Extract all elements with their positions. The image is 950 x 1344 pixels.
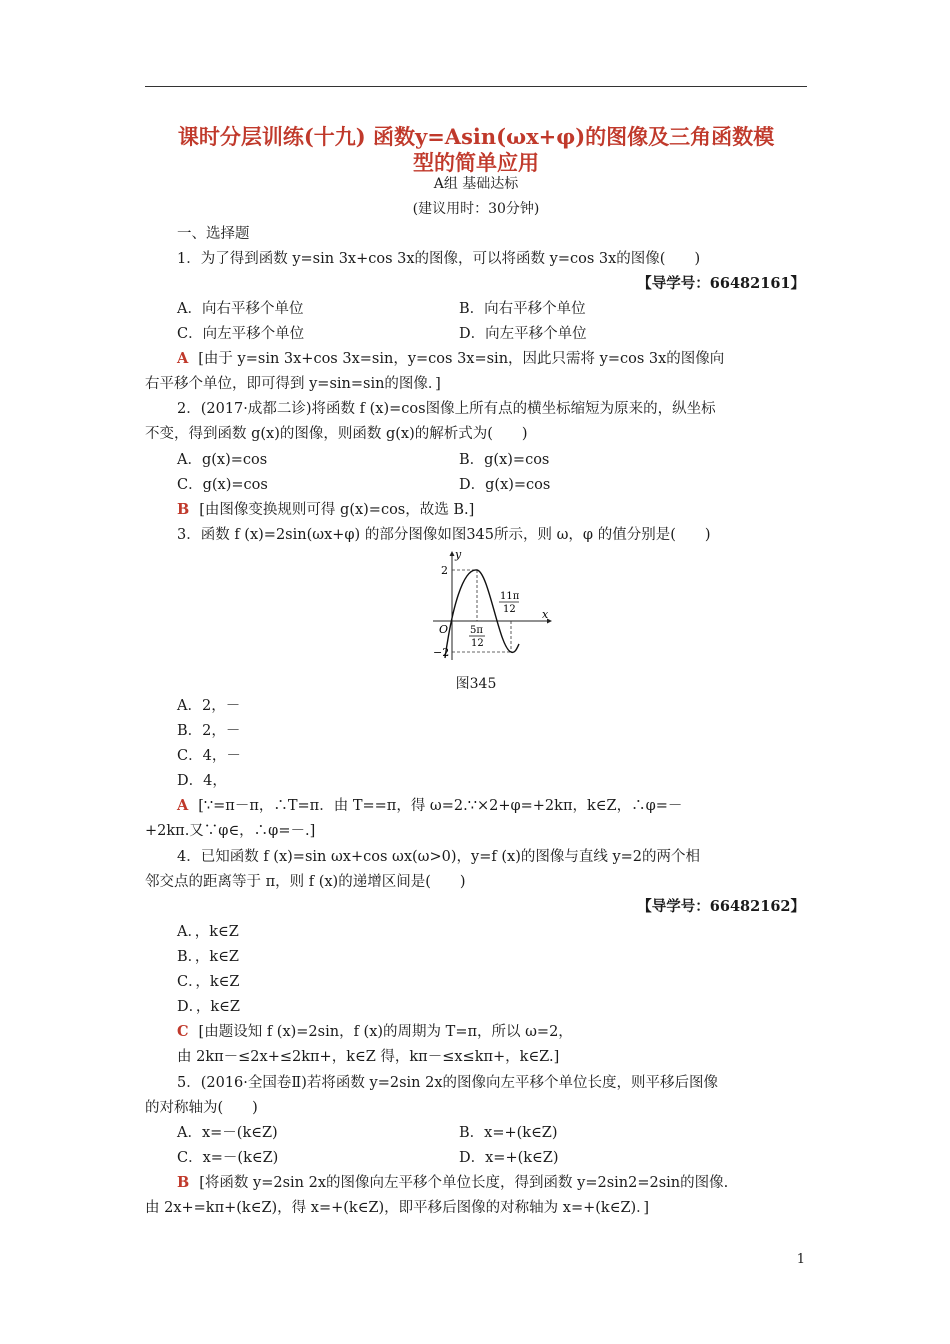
q3-stem: 3．函数 f (x)=2sin(ωx+φ) 的部分图像如图345所示，则 ω，φ 的值分别是( ) — [177, 527, 711, 543]
q2-answer-text1: [由图像变换规则可得 g(x)=cos，故选 B.] — [199, 502, 475, 518]
q4-option-b: B．，k∈Z — [177, 949, 240, 965]
q1-answer-letter: A — [177, 350, 189, 367]
q3-answer-letter: A — [177, 797, 189, 814]
q1-ref: 【导学号：66482161】 — [637, 275, 805, 292]
q1-option-a: A．向右平移个单位 — [177, 301, 304, 317]
q4-option-c: C．，k∈Z — [177, 974, 240, 990]
q3-figure-caption: 图345 — [455, 676, 497, 692]
tick1-numerator: 5π — [470, 625, 483, 636]
q1-option-b: B．向右平移个单位 — [459, 301, 586, 317]
page-title-line1: 课时分层训练(十九) 函数y=Asin(ωx+φ)的图像及三角函数模 — [177, 124, 775, 149]
y-axis-arrow — [450, 551, 455, 556]
q3-figure — [425, 548, 555, 666]
tick1-denominator: 12 — [471, 638, 484, 649]
y-axis-label: y — [455, 548, 462, 561]
q2-answer-letter: B — [177, 501, 190, 518]
q2-option-a: A．g(x)=cos — [177, 452, 268, 468]
q5-answer-text2: 由 2x+=kπ+(k∈Z)，得 x=+(k∈Z)，即平移后图像的对称轴为 x=+(k∈Z)．] — [145, 1200, 650, 1216]
q1-option-d: D．向左平移个单位 — [459, 326, 587, 342]
q4-answer-text2: 由 2kπ－≤2x+≤2kπ+，k∈Z 得，kπ－≤x≤kπ+，k∈Z.] — [177, 1049, 560, 1065]
q5-answer-text1: [将函数 y=2sin 2x的图像向左平移个单位长度，得到函数 y=2sin2=2sin的图像. — [199, 1175, 729, 1191]
q4-ref: 【导学号：66482162】 — [637, 898, 805, 915]
q5-option-c: C．x=－(k∈Z) — [177, 1150, 279, 1166]
y-min-label: −2 — [433, 646, 450, 659]
q5-stem2: 的对称轴为( ) — [145, 1100, 258, 1116]
q2-stem2: 不变，得到函数 g(x)的图像，则函数 g(x)的解析式为( ) — [145, 426, 528, 442]
q4-answer-text1: [由题设知 f (x)=2sin，f (x)的周期为 T=π，所以 ω=2， — [198, 1024, 573, 1040]
q3-graph — [425, 548, 555, 666]
q1-answer-text1: [由于 y=sin 3x+cos 3x=sin，y=cos 3x=sin，因此只需将 y=cos 3x的图像向 — [198, 351, 725, 367]
page-number: 1 — [796, 1252, 805, 1267]
q4-option-d: D．，k∈Z — [177, 999, 240, 1015]
q3-option-c: C．4，－ — [177, 748, 241, 764]
q5-option-a: A．x=－(k∈Z) — [177, 1125, 278, 1141]
q4-answer-letter: C — [177, 1023, 189, 1040]
x-axis-label: x — [542, 608, 549, 621]
q1-answer — [177, 349, 724, 369]
q4-option-a: A．，k∈Z — [177, 924, 239, 940]
q1-stem: 1．为了得到函数 y=sin 3x+cos 3x的图像，可以将函数 y=cos 3x的图像( ) — [177, 251, 701, 267]
q2-stem1: 2．(2017·成都二诊)将函数 f (x)=cos图像上所有点的横坐标缩短为原来的，纵坐标 — [177, 401, 716, 417]
q4-stem2: 邻交点的距离等于 π，则 f (x)的递增区间是( ) — [145, 874, 466, 890]
q1-answer-text2: 右平移个单位，即可得到 y=sin=sin的图像．] — [145, 376, 441, 392]
q2-option-c: C．g(x)=cos — [177, 477, 268, 493]
q5-stem1: 5．(2016·全国卷Ⅱ)若将函数 y=2sin 2x的图像向左平移个单位长度，则平移后图像 — [177, 1075, 719, 1091]
q5-answer-letter: B — [177, 1174, 190, 1191]
q1-option-c: C．向左平移个单位 — [177, 326, 305, 342]
q5-answer — [177, 1173, 728, 1193]
q3-option-b: B．2，－ — [177, 723, 241, 739]
q2-option-b: B．g(x)=cos — [459, 452, 550, 468]
q3-option-d: D．4， — [177, 773, 227, 789]
q3-answer-text2: +2kπ.又∵φ∈，∴φ=－.] — [145, 823, 316, 839]
q4-stem1: 4．已知函数 f (x)=sin ωx+cos ωx(ω>0)，y=f (x)的图像与直线 y=2的两个相 — [177, 849, 701, 865]
y-max-label: 2 — [441, 564, 448, 577]
q5-option-d: D．x=+(k∈Z) — [459, 1150, 559, 1166]
origin-label: O — [439, 623, 449, 636]
q4-answer — [177, 1022, 573, 1042]
tick2-denominator: 12 — [503, 604, 516, 615]
q3-answer-text1: [∵=π－π，∴T=π．由 T==π，得 ω=2.∵×2+φ=+2kπ，k∈Z，∴φ=－ — [198, 798, 683, 814]
q3-option-a: A．2，－ — [177, 698, 241, 714]
page-title-line2: 型的简单应用 — [413, 150, 539, 175]
section-heading: 一、选择题 — [177, 226, 250, 242]
group-label: A组 基础达标 — [433, 176, 519, 192]
time-suggestion: (建议用时：30分钟) — [412, 201, 540, 217]
tick2-numerator: 11π — [500, 591, 520, 602]
q3-answer — [177, 796, 682, 816]
q2-answer — [177, 500, 474, 520]
q2-option-d: D．g(x)=cos — [459, 477, 551, 493]
header-rule — [145, 86, 807, 87]
q5-option-b: B．x=+(k∈Z) — [459, 1125, 558, 1141]
